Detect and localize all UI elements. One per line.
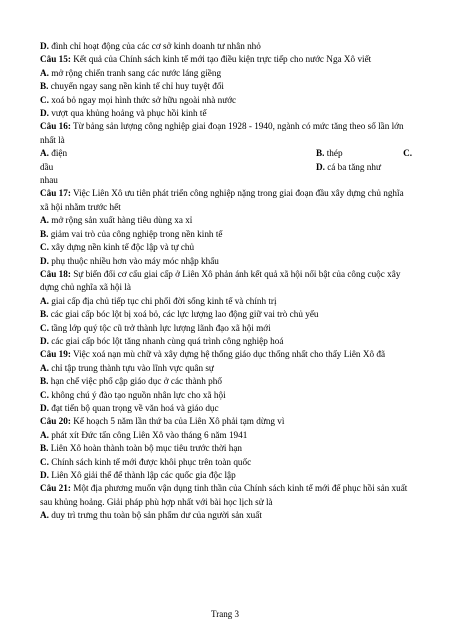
question-16: Câu 16: Từ bảng sản lượng công nghiệp giai đoạn 1928 - 1940, ngành có mức tăng theo số lần lớn nhất là xyxy=(40,121,404,145)
question-20: Câu 20: Kế hoạch 5 năm lần thứ ba của Liên Xô phải tạm dừng vì xyxy=(40,416,285,427)
q16-option-c-text: dầu xyxy=(40,161,54,172)
q19-option-b: B. hạn chế việc phổ cập giáo dục ở các thành phố xyxy=(40,376,222,387)
q19-option-d: D. đạt tiến bộ quan trọng về văn hoá và giáo dục xyxy=(40,402,219,413)
q20-option-b: B. Liên Xô hoàn thành toàn bộ mục tiêu trước thời hạn xyxy=(40,443,242,454)
q16-right-col xyxy=(316,147,412,160)
question-19: Câu 19: Việc xoá nạn mù chữ và xây dựng hệ thống giáo dục thống nhất cho thấy Liên Xô đã xyxy=(40,349,386,360)
q15-option-d: D. vượt qua khủng hoảng và phục hồi kinh tế xyxy=(40,108,207,119)
q16-option-a: A. điện xyxy=(40,148,68,159)
q16-options-row-2 xyxy=(40,161,412,174)
document-page xyxy=(40,40,412,523)
q21-option-a: A. duy trì trưng thu toàn bộ sản phẩm dư của người sản xuất xyxy=(40,510,262,521)
option-d-prev: D. đình chỉ hoạt động của các cơ sở kinh doanh tư nhân nhỏ xyxy=(40,41,261,51)
q18-option-c: C. tầng lớp quý tộc cũ trở thành lực lượng lãnh đạo xã hội mới xyxy=(40,322,271,333)
q20-option-a: A. phát xít Đức tấn công Liên Xô vào tháng 6 năm 1941 xyxy=(40,429,248,440)
q17-option-d: D. phụ thuộc nhiều hơn vào máy móc nhập khẩu xyxy=(40,255,219,266)
q19-option-c: C. không chú ý đào tạo nguồn nhân lực cho xã hội xyxy=(40,389,226,400)
page-number: Trang 3 xyxy=(211,609,239,619)
q20-option-d: D. Liên Xô giải thể để thành lập các quốc gia độc lập xyxy=(40,470,236,480)
q16-options-row-1 xyxy=(40,147,412,160)
q15-option-b: B. chuyển ngay sang nền kinh tế chỉ huy tuyệt đối xyxy=(40,81,224,92)
q20-option-c: C. Chính sách kinh tế mới được khôi phục trên toàn quốc xyxy=(40,456,252,467)
q15-option-a: A. mở rộng chiến tranh sang các nước láng giềng xyxy=(40,67,222,78)
q15-option-c: C. xoá bỏ ngay mọi hình thức sở hữu ngoài nhà nước xyxy=(40,94,237,105)
q18-option-b: B. các giai cấp bóc lột bị xoá bỏ, các lực lượng lao động giữ vai trò chủ yếu xyxy=(40,309,319,320)
q16-option-b: B. thép xyxy=(316,148,343,159)
question-15: Câu 15: Kết quả của Chính sách kinh tế mới tạo điều kiện trực tiếp cho nước Nga Xô viết xyxy=(40,54,372,65)
q19-option-a: A. chỉ tập trung thành tựu vào lĩnh vực quân sự xyxy=(40,362,214,373)
q16-option-d-cont: nhau xyxy=(40,175,58,186)
q17-option-c: C. xây dựng nền kinh tế độc lập và tự chủ xyxy=(40,242,195,253)
q16-option-c: C. xyxy=(403,148,412,159)
q18-option-a: A. giai cấp địa chủ tiếp tục chi phối đời sống kinh tế và chính trị xyxy=(40,295,277,306)
q17-option-b: B. giảm vai trò của công nghiệp trong nền kinh tế xyxy=(40,228,223,239)
q18-option-d: D. các giai cấp bóc lột tăng nhanh cùng quá trình công nghiệp hoá xyxy=(40,335,284,346)
q17-option-a: A. mở rộng sản xuất hàng tiêu dùng xa xỉ xyxy=(40,215,193,226)
q16-option-d: D. cá ba tăng như xyxy=(316,161,381,172)
question-17: Câu 17: Việc Liên Xô ưu tiên phát triển công nghiệp nặng trong giai đoạn đầu xây dựng chủ nghĩa xã hội nhằm trước hết xyxy=(40,188,404,212)
question-18: Câu 18: Sự biến đổi cơ cấu giai cấp ở Liên Xô phản ánh kết quả xã hội nổi bật của công cuộc xây dựng chủ nghĩa xã hội là xyxy=(40,268,401,293)
question-21: Câu 21: Một địa phương muốn vận dụng tinh thần của Chính sách kinh tế mới để phục hồi sản xuất sau khủng hoảng. Giải pháp phù hợp nhất với bài học lịch sử là xyxy=(40,483,408,507)
